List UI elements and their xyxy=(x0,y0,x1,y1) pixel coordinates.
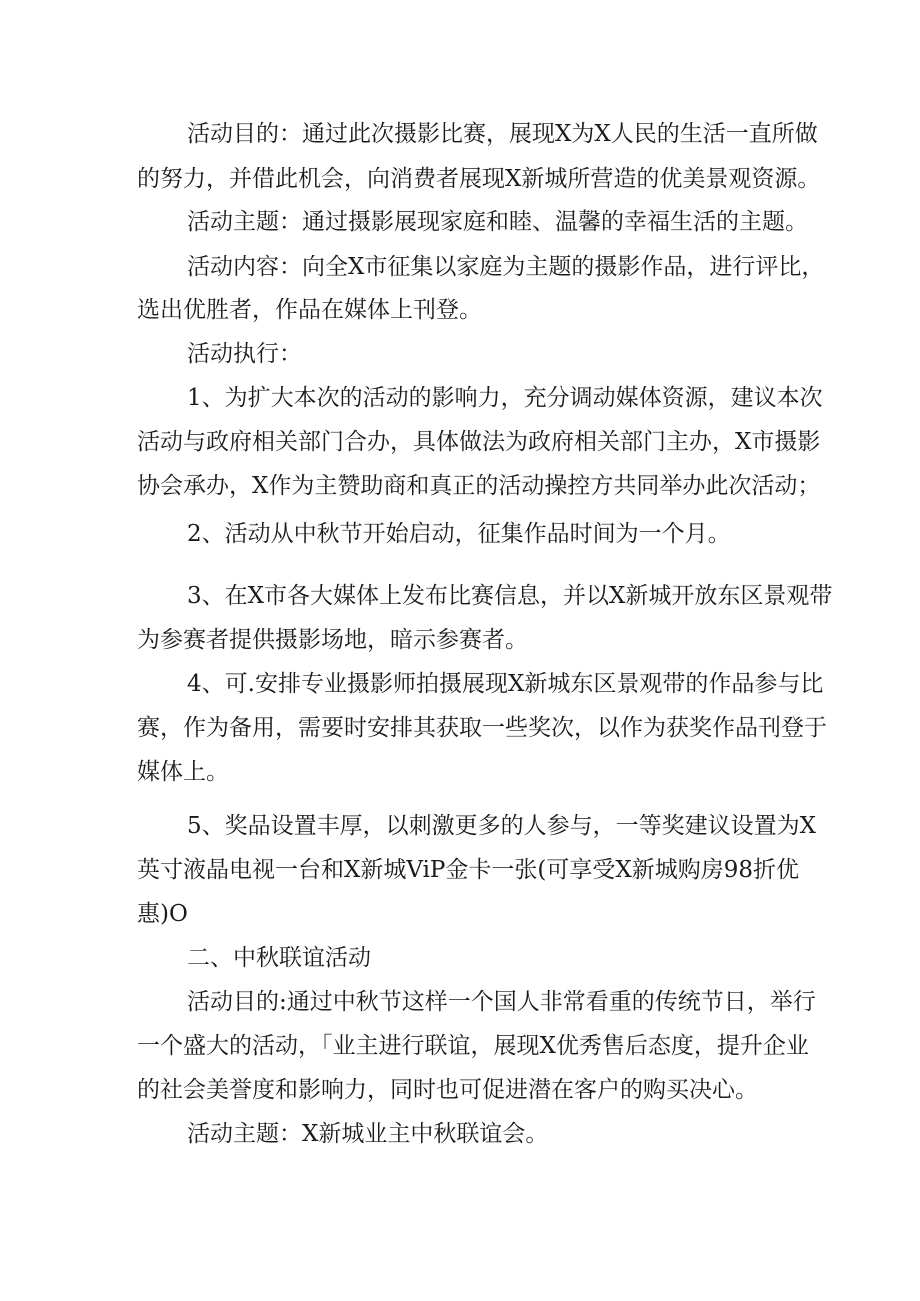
mid-autumn-purpose-line-2: 一个盛大的活动，「业主进行联谊，展现X优秀售后态度，提升企业 xyxy=(137,1033,809,1059)
paragraph-content-line-1: 活动内容：向全X市征集以家庭为主题的摄影作品，进行评比， xyxy=(187,254,825,280)
item-1-line-2: 活动与政府相关部门合办，具体做法为政府相关部门主办，X市摄影 xyxy=(137,429,821,455)
item-5-line-1: 5、奖品设置丰厚，以刺激更多的人参与，一等奖建议设置为X xyxy=(187,813,817,839)
paragraph-content-line-2: 选出优胜者，作品在媒体上刊登。 xyxy=(137,297,482,323)
item-3-line-1: 3、在X市各大媒体上发布比赛信息，并以X新城开放东区景观带 xyxy=(187,583,833,609)
section-heading-mid-autumn: 二、中秋联谊活动 xyxy=(187,945,371,971)
item-4-line-3: 媒体上。 xyxy=(137,759,229,785)
mid-autumn-theme-line-1: 活动主题：X新城业主中秋联谊会。 xyxy=(187,1121,549,1147)
item-1-line-3: 协会承办，X作为主赞助商和真正的活动操控方共同举办此次活动； xyxy=(137,473,821,499)
item-2-line-1: 2、活动从中秋节开始启动，征集作品时间为一个月。 xyxy=(187,521,731,547)
item-5-line-3: 惠)O xyxy=(137,901,188,927)
item-4-line-1: 4、可.安排专业摄影师拍摄展现X新城东区景观带的作品参与比 xyxy=(187,671,824,697)
paragraph-theme-line-1: 活动主题：通过摄影展现家庭和睦、温馨的幸福生活的主题。 xyxy=(187,209,808,235)
item-3-line-2: 为参赛者提供摄影场地，暗示参赛者。 xyxy=(137,627,528,653)
item-5-line-2: 英寸液晶电视一台和X新城ViP金卡一张(可享受X新城购房98折优 xyxy=(137,857,800,883)
paragraph-purpose-line-2: 的努力，并借此机会，向消费者展现X新城所营造的优美景观资源。 xyxy=(137,166,821,192)
mid-autumn-purpose-line-1: 活动目的:通过中秋节这样一个国人非常看重的传统节日，举行 xyxy=(187,989,816,1015)
paragraph-execution-heading: 活动执行： xyxy=(187,341,302,367)
paragraph-purpose-line-1: 活动目的：通过此次摄影比赛，展现X为X人民的生活一直所做 xyxy=(187,121,818,147)
item-1-line-1: 1、为扩大本次的活动的影响力，充分调动媒体资源，建议本次 xyxy=(187,385,823,411)
item-4-line-2: 赛，作为备用，需要时安排其获取一些奖次，以作为获奖作品刊登于 xyxy=(137,715,827,741)
mid-autumn-purpose-line-3: 的社会美誉度和影响力，同时也可促进潜在客户的购买决心。 xyxy=(137,1077,758,1103)
